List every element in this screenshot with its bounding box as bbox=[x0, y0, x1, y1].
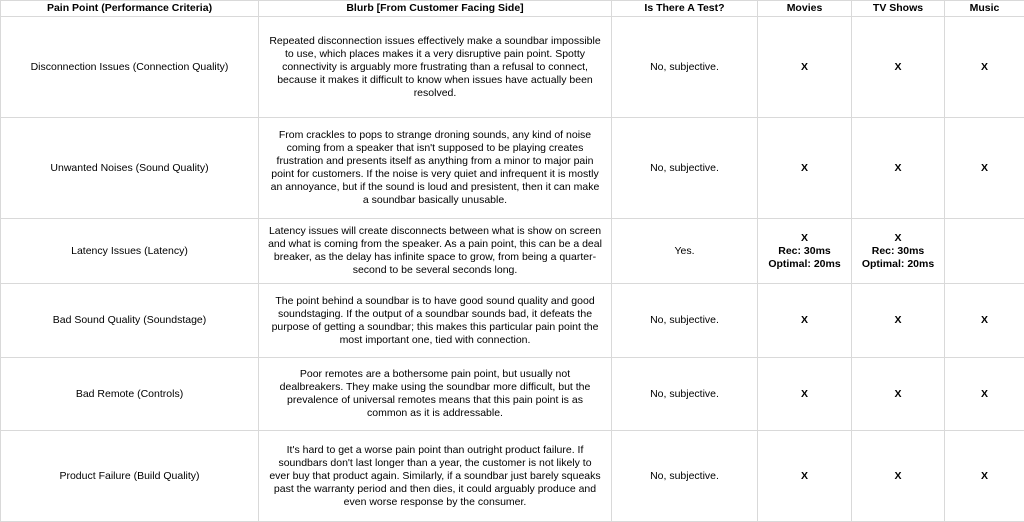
x-mark: X bbox=[856, 470, 940, 483]
x-mark: X bbox=[949, 61, 1020, 74]
movies-cell bbox=[758, 284, 852, 358]
tv-shows-cell bbox=[852, 284, 945, 358]
tv-shows-cell bbox=[852, 358, 945, 431]
x-mark: X bbox=[949, 388, 1020, 401]
x-mark: X bbox=[762, 61, 847, 74]
x-mark: X bbox=[762, 388, 847, 401]
pain-point-cell: Disconnection Issues (Connection Quality) bbox=[1, 17, 259, 118]
music-cell bbox=[945, 17, 1024, 118]
pain-point-cell: Unwanted Noises (Sound Quality) bbox=[1, 118, 259, 219]
x-mark: X bbox=[856, 61, 940, 74]
x-mark: X bbox=[856, 388, 940, 401]
table-row bbox=[1, 118, 1024, 219]
blurb-cell: It's hard to get a worse pain point than outright product failure. If soundbars don't last longer than a year, the customer is not likely to ever buy that product again. Similarly, if a soundbar just barely squeaks past the warranty period and then dies, it could arguably produce and even worse response by the consumer. bbox=[259, 431, 612, 522]
header-pain-point: Pain Point (Performance Criteria) bbox=[1, 1, 259, 17]
table-row bbox=[1, 219, 1024, 284]
test-cell: No, subjective. bbox=[612, 358, 758, 431]
music-cell bbox=[945, 431, 1024, 522]
test-cell: Yes. bbox=[612, 219, 758, 284]
movies-cell bbox=[758, 431, 852, 522]
table-row bbox=[1, 358, 1024, 431]
test-cell: No, subjective. bbox=[612, 431, 758, 522]
latency-note: Rec: 30ms bbox=[856, 245, 940, 258]
pain-point-cell: Product Failure (Build Quality) bbox=[1, 431, 259, 522]
music-cell bbox=[945, 118, 1024, 219]
x-mark: X bbox=[856, 232, 940, 245]
x-mark: X bbox=[762, 232, 847, 245]
tv-shows-cell bbox=[852, 17, 945, 118]
music-cell bbox=[945, 284, 1024, 358]
latency-note: Optimal: 20ms bbox=[762, 258, 847, 271]
latency-note: Rec: 30ms bbox=[762, 245, 847, 258]
latency-note: Optimal: 20ms bbox=[856, 258, 940, 271]
test-cell: No, subjective. bbox=[612, 284, 758, 358]
header-blurb: Blurb [From Customer Facing Side] bbox=[259, 1, 612, 17]
header-music: Music bbox=[945, 1, 1024, 17]
blurb-cell: Latency issues will create disconnects between what is show on screen and what is coming from the speaker. As a pain point, this can be a deal breaker, as the delay has infinite space to grow, from being a quarter-second to be several seconds long. bbox=[259, 219, 612, 284]
tv-shows-cell bbox=[852, 219, 945, 284]
header-movies: Movies bbox=[758, 1, 852, 17]
tv-shows-cell bbox=[852, 431, 945, 522]
movies-cell bbox=[758, 219, 852, 284]
pain-point-cell: Latency Issues (Latency) bbox=[1, 219, 259, 284]
test-cell: No, subjective. bbox=[612, 118, 758, 219]
music-cell bbox=[945, 219, 1024, 284]
blurb-cell: The point behind a soundbar is to have good sound quality and good soundstaging. If the output of a soundbar sounds bad, it defeats the purpose of getting a soundbar; this makes this particular pain point the most important one, tied with connection. bbox=[259, 284, 612, 358]
blurb-cell: Repeated disconnection issues effectively make a soundbar impossible to use, which places makes it a very disruptive pain point. Spotty connectivity is arguably more frustrating than a refusal to connect, because it makes it difficult to know when issues have actually been resolved. bbox=[259, 17, 612, 118]
header-test: Is There A Test? bbox=[612, 1, 758, 17]
pain-point-cell: Bad Remote (Controls) bbox=[1, 358, 259, 431]
x-mark: X bbox=[762, 162, 847, 175]
x-mark: X bbox=[949, 470, 1020, 483]
table-row bbox=[1, 431, 1024, 522]
x-mark: X bbox=[762, 314, 847, 327]
movies-cell bbox=[758, 358, 852, 431]
x-mark: X bbox=[762, 470, 847, 483]
header-row bbox=[1, 1, 1024, 17]
table-row bbox=[1, 17, 1024, 118]
table-body bbox=[1, 17, 1024, 522]
blurb-cell: Poor remotes are a bothersome pain point, but usually not dealbreakers. They make using the soundbar more difficult, but the prevalence of universal remotes means that this pain point is as common as it is addressable. bbox=[259, 358, 612, 431]
movies-cell bbox=[758, 118, 852, 219]
x-mark: X bbox=[949, 314, 1020, 327]
movies-cell bbox=[758, 17, 852, 118]
header-tv-shows: TV Shows bbox=[852, 1, 945, 17]
blurb-cell: From crackles to pops to strange droning sounds, any kind of noise coming from a speaker that isn't supposed to be playing creates frustration and presents itself as anything from a minor to major pain point for customers. If the noise is very quiet and infrequent it is mostly an annoyance, but if the sound is loud and presistent, then it can make a soundbar basically unusable. bbox=[259, 118, 612, 219]
tv-shows-cell bbox=[852, 118, 945, 219]
x-mark: X bbox=[856, 314, 940, 327]
x-mark: X bbox=[856, 162, 940, 175]
pain-point-cell: Bad Sound Quality (Soundstage) bbox=[1, 284, 259, 358]
music-cell bbox=[945, 358, 1024, 431]
test-cell: No, subjective. bbox=[612, 17, 758, 118]
table-row bbox=[1, 284, 1024, 358]
x-mark: X bbox=[949, 162, 1020, 175]
